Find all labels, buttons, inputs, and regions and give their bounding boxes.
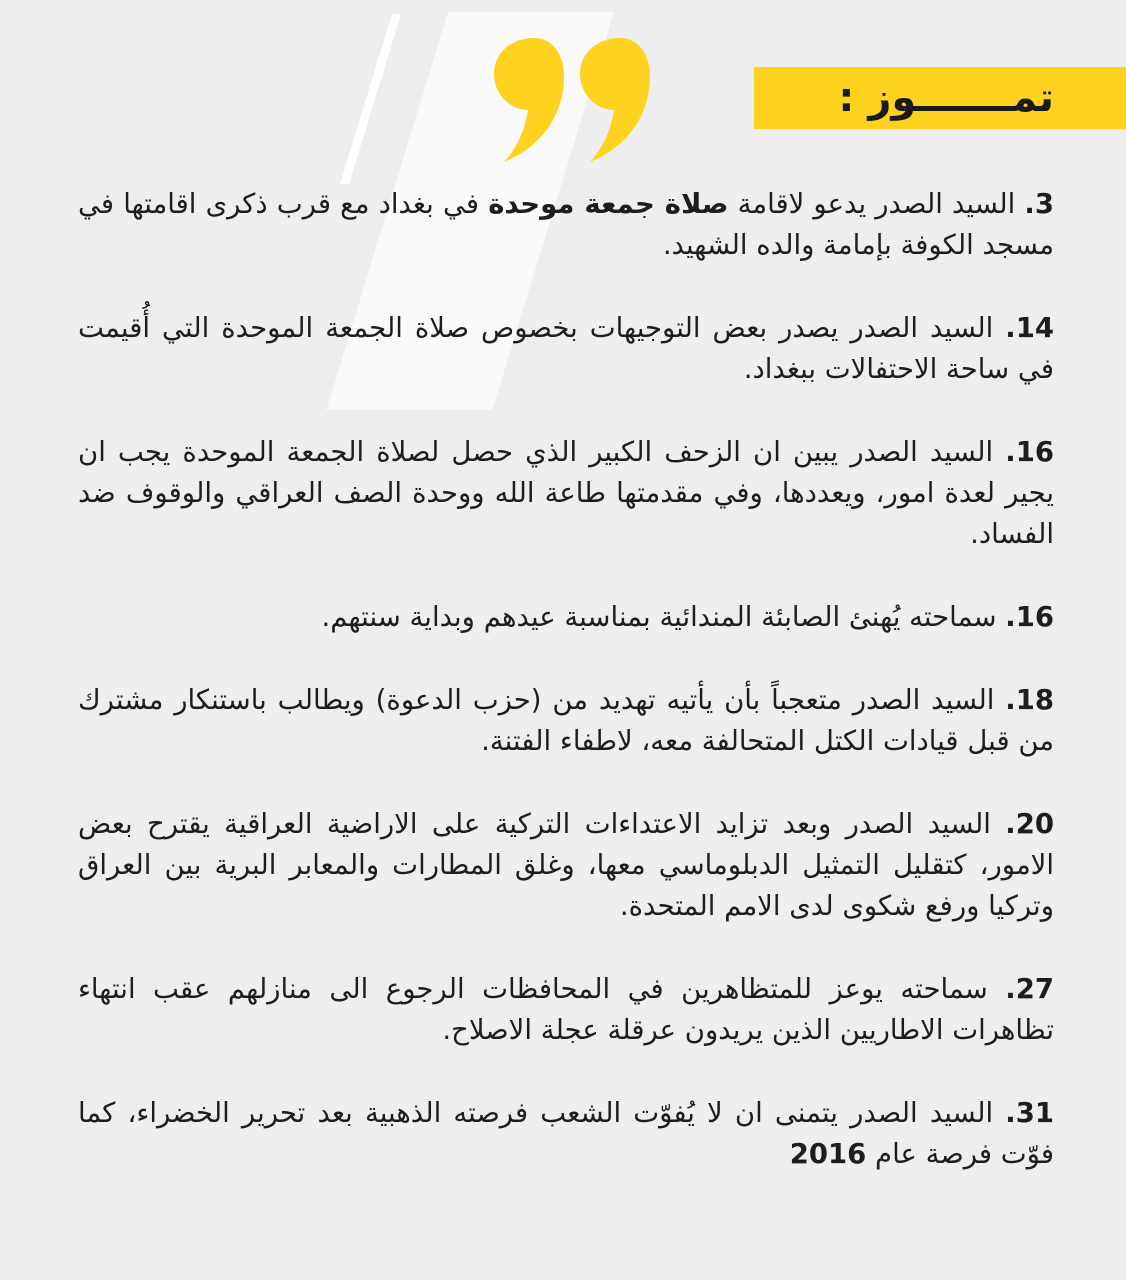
entry-text: السيد الصدر يتمنى ان لا يُفوّت الشعب فرصته الذهبية بعد تحرير الخضراء، كما فوّت فرصة عام <box>78 1097 1054 1170</box>
entry-text: في بغداد مع قرب ذكرى اقامتها في مسجد الكوفة بإمامة والده الشهيد. <box>78 188 1054 261</box>
list-item <box>78 308 1054 390</box>
list-item <box>78 969 1054 1051</box>
entry-number: 3. <box>1024 188 1054 220</box>
list-item <box>78 184 1054 266</box>
entry-number: 16. <box>1005 601 1054 633</box>
list-item <box>78 597 1054 638</box>
entry-text: السيد الصدر وبعد تزايد الاعتداءات التركية على الاراضية العراقية يقترح بعض الامور، كتقليل التمثيل الدبلوماسي معها، وغلق المطارات والمعابر البرية بين العراق وتركيا ورفع شكوى لدى الامم المتحدة. <box>78 808 1054 922</box>
list-item <box>78 680 1054 762</box>
month-header-banner <box>754 67 1126 129</box>
entry-text: السيد الصدر يبين ان الزحف الكبير الذي حصل لصلاة الجمعة الموحدة يجب ان يجير لعدة امور، ويعددها، وفي مقدمتها طاعة الله ووحدة الصف العراقي والوقوف ضد الفساد. <box>78 436 1054 550</box>
month-label: تمـــــــوز : <box>838 75 1054 121</box>
entry-number: 14. <box>1005 312 1054 344</box>
entry-text: السيد الصدر يصدر بعض التوجيهات بخصوص صلاة الجمعة الموحدة التي أُقيمت في ساحة الاحتفالات ببغداد. <box>78 312 1054 385</box>
entry-number: 18. <box>1005 684 1054 716</box>
entry-text: سماحته يوعز للمتظاهرين في المحافظات الرجوع الى منازلهم عقب انتهاء تظاهرات الاطاريين الذين يريدون عرقلة عجلة الاصلاح. <box>78 973 1054 1046</box>
background-stripe-thin <box>340 14 401 184</box>
list-item <box>78 804 1054 927</box>
entry-text: السيد الصدر يدعو لاقامة <box>737 188 1016 220</box>
entry-text: السيد الصدر متعجباً بأن يأتيه تهديد من (حزب الدعوة) ويطالب باستنكار مشترك من قبل قيادات الكتل المتحالفة معه، لاطفاء الفتنة. <box>78 684 1054 757</box>
events-list <box>78 184 1054 1217</box>
entry-number: 20. <box>1005 808 1054 840</box>
list-item <box>78 1093 1054 1175</box>
entry-number: 31. <box>1005 1097 1054 1129</box>
entry-number: 27. <box>1005 973 1054 1005</box>
entry-text-bold: صلاة جمعة موحدة <box>488 188 729 220</box>
entry-text-bold: 2016 <box>789 1138 867 1170</box>
list-item <box>78 432 1054 555</box>
quote-icon <box>488 36 656 166</box>
entry-text: سماحته يُهنئ الصابئة المندائية بمناسبة عيدهم وبداية سنتهم. <box>321 601 997 633</box>
entry-number: 16. <box>1005 436 1054 468</box>
